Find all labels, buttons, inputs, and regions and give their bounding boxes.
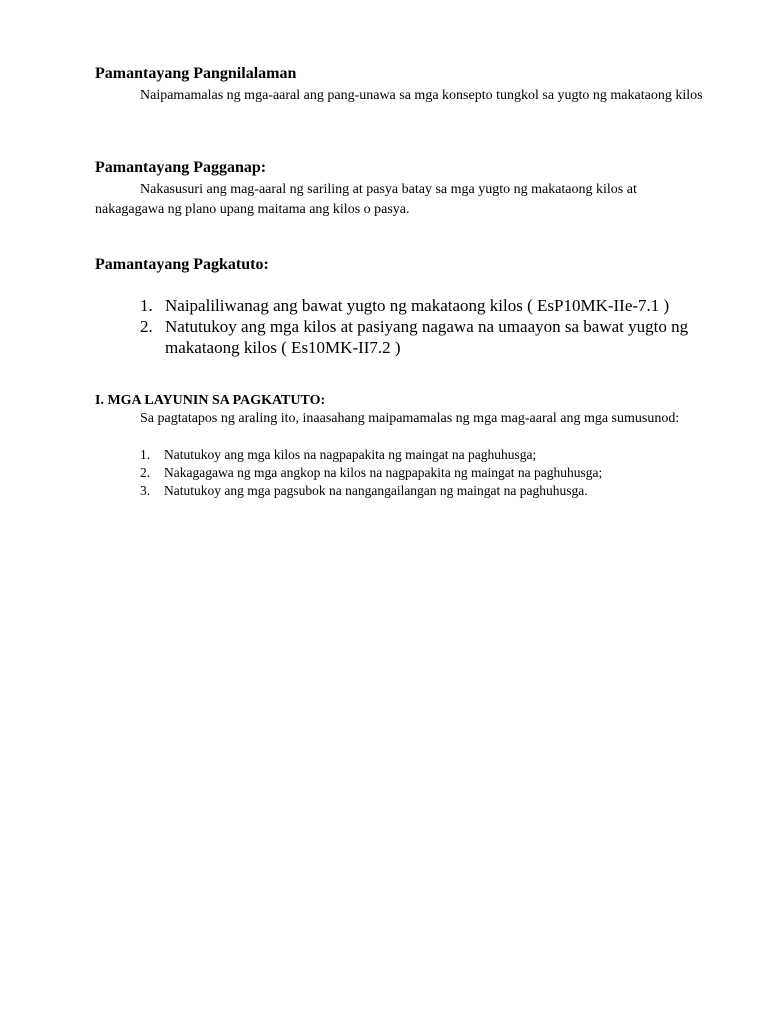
list-item-text: Natutukoy ang mga pagsubok na nangangailangan ng maingat na paghuhusga.	[164, 483, 588, 498]
performance-standard-text-line2: nakagagawa ng plano upang maitama ang kilos o pasya.	[95, 202, 410, 217]
objectives-title: I. MGA LAYUNIN SA PAGKATUTO:	[95, 393, 326, 408]
content-standard-text: Naipamamalas ng mga-aaral ang pang-unawa sa mga konsepto tungkol sa yugto ng makataong kilos	[140, 88, 703, 103]
objectives-intro: Sa pagtatapos ng araling ito, inaasahang maipamamalas ng mga mag-aaral ang mga sumusunod:	[140, 411, 680, 426]
list-item-text: Nakagagawa ng mga angkop na kilos na nagpapakita ng maingat na paghuhusga;	[164, 465, 603, 480]
list-item-number: 2.	[140, 317, 153, 336]
list-item-number: 1.	[140, 447, 151, 462]
performance-standard-text-line1: Nakasusuri ang mag-aaral ng sariling at pasya batay sa mga yugto ng makataong kilos at	[140, 182, 637, 197]
list-item	[140, 464, 740, 482]
list-item	[140, 446, 740, 464]
list-item-text: Natutukoy ang mga kilos at pasiyang nagawa na umaayon sa bawat yugto ng makataong kilos ( Es10MK-II7.2 )	[165, 317, 689, 357]
list-item-number: 1.	[140, 296, 153, 315]
list-item	[140, 295, 740, 316]
list-item-text: Naipaliliwanag ang bawat yugto ng makataong kilos ( EsP10MK-IIe-7.1 )	[165, 296, 670, 315]
list-item	[140, 316, 740, 358]
performance-standard-heading: Pamantayang Pagganap:	[95, 159, 267, 176]
list-item-number: 2.	[140, 465, 151, 480]
learning-competency-list	[140, 295, 740, 358]
learning-competency-heading: Pamantayang Pagkatuto:	[95, 256, 269, 273]
list-item-text: Natutukoy ang mga kilos na nagpapakita ng maingat na paghuhusga;	[164, 447, 537, 462]
list-item	[140, 482, 740, 500]
list-item-number: 3.	[140, 483, 151, 498]
objectives-list	[140, 446, 740, 500]
content-standard-heading: Pamantayang Pangnilalaman	[95, 65, 297, 82]
